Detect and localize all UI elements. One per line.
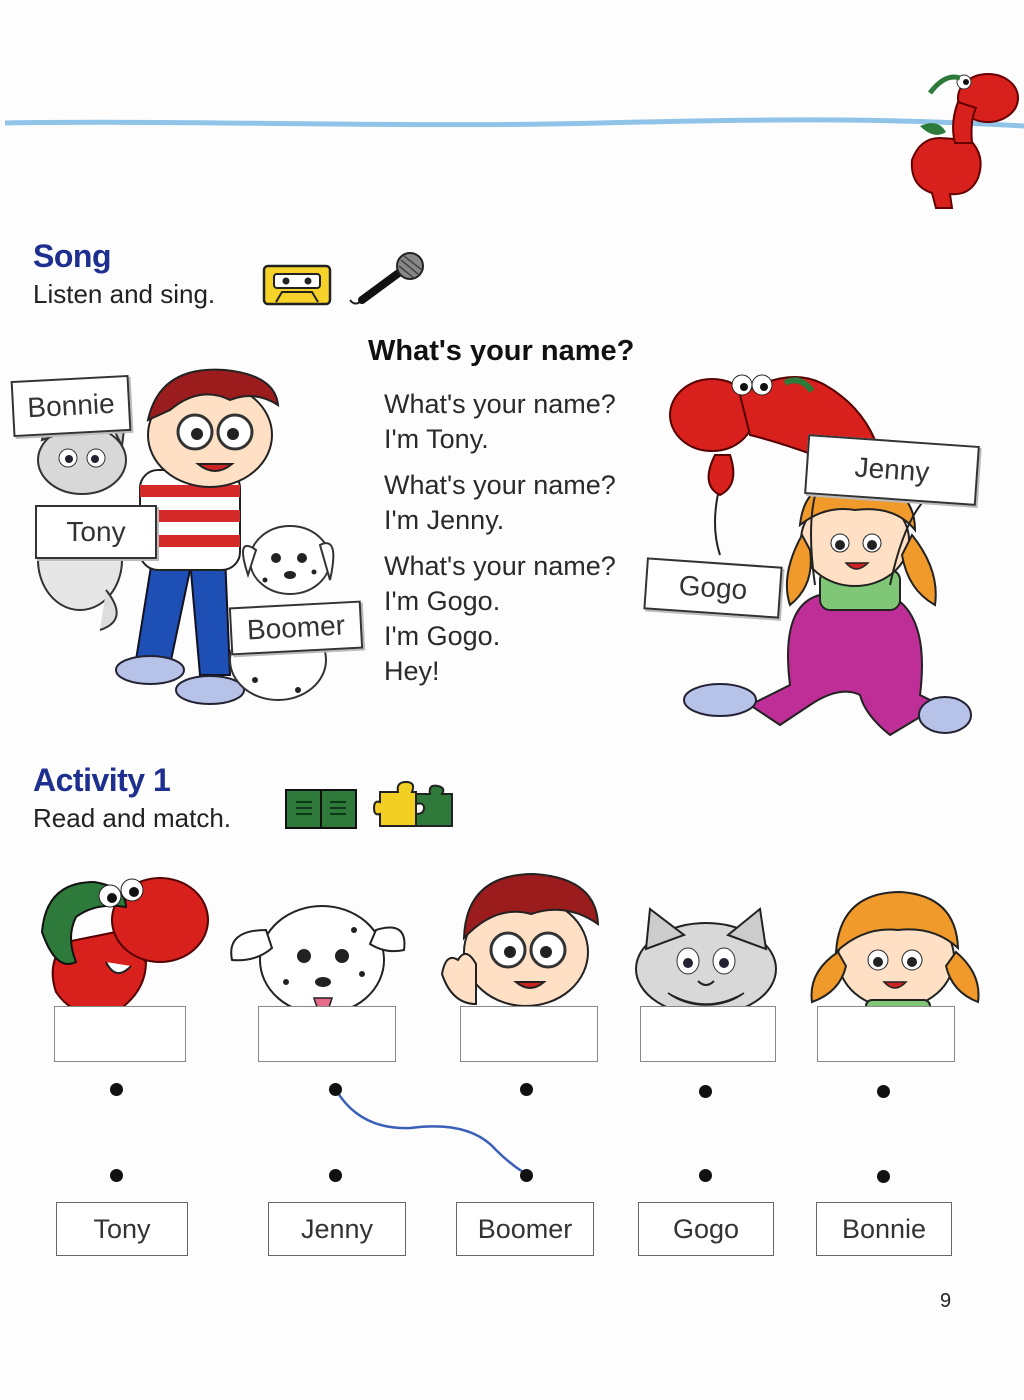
answer-box[interactable]: [54, 1006, 186, 1062]
match-dot[interactable]: [520, 1083, 533, 1096]
lyric-line: I'm Gogo.: [384, 621, 501, 651]
sign-tony: Tony: [35, 505, 157, 559]
answer-box[interactable]: [258, 1006, 396, 1062]
lyric-line: I'm Tony.: [384, 424, 489, 454]
song-instruction: Listen and sing.: [33, 279, 216, 309]
activity-instruction: Read and match.: [33, 803, 232, 833]
match-dot[interactable]: [699, 1085, 712, 1098]
picture-girl: [806, 882, 982, 1024]
answer-box[interactable]: [640, 1006, 776, 1062]
match-dot[interactable]: [520, 1169, 533, 1182]
microphone-icon: [346, 250, 428, 310]
match-line: [320, 1080, 540, 1190]
song-lyrics: [384, 387, 616, 689]
activity-heading: Activity 1: [33, 762, 171, 798]
top-wavy-line: [0, 110, 1024, 140]
match-dot[interactable]: [110, 1169, 123, 1182]
lyric-line: I'm Gogo.: [384, 586, 501, 616]
name-box-boomer[interactable]: Boomer: [456, 1202, 594, 1256]
name-box-jenny[interactable]: Jenny: [268, 1202, 406, 1256]
name-box-bonnie[interactable]: Bonnie: [816, 1202, 952, 1256]
picture-boy: [436, 864, 606, 1029]
sign-boomer: Boomer: [229, 601, 363, 656]
sign-jenny: Jenny: [804, 434, 980, 506]
match-dot[interactable]: [877, 1170, 890, 1183]
dragon-mascot-corner: [900, 68, 1024, 218]
answer-box[interactable]: [817, 1006, 955, 1062]
lyric-line: What's your name?: [384, 551, 616, 581]
match-dot[interactable]: [877, 1085, 890, 1098]
match-dot[interactable]: [110, 1083, 123, 1096]
song-heading: Song: [33, 238, 111, 274]
lyric-line: What's your name?: [384, 470, 616, 500]
gogo-jenny-illustration: [640, 355, 990, 745]
lyric-line: Hey!: [384, 656, 440, 686]
match-dot[interactable]: [699, 1169, 712, 1182]
name-box-tony[interactable]: Tony: [56, 1202, 188, 1256]
page-number: 9: [940, 1290, 952, 1312]
match-dot[interactable]: [329, 1169, 342, 1182]
cassette-icon: [262, 264, 332, 306]
answer-box[interactable]: [460, 1006, 598, 1062]
sign-bonnie: Bonnie: [11, 375, 132, 437]
book-icon: [284, 788, 358, 830]
name-box-gogo[interactable]: Gogo: [638, 1202, 774, 1256]
sign-gogo: Gogo: [643, 557, 782, 618]
lyric-line: What's your name?: [384, 389, 616, 419]
picture-dragon: [36, 862, 212, 1027]
lyric-line: I'm Jenny.: [384, 505, 505, 535]
song-title: What's your name?: [368, 335, 635, 367]
puzzle-icon: [372, 780, 456, 832]
match-dot[interactable]: [329, 1083, 342, 1096]
